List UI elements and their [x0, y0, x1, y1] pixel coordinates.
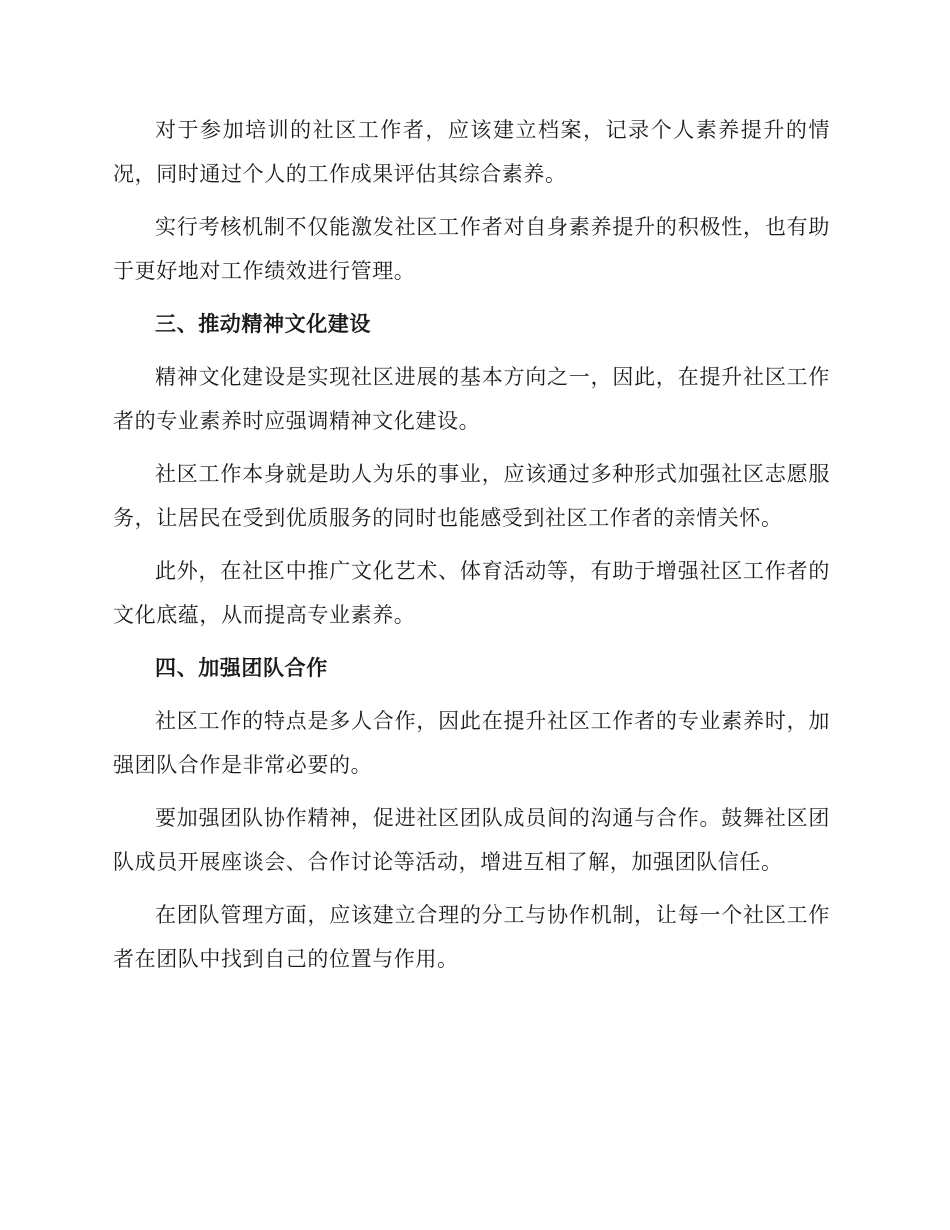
paragraph-spiritual-culture: 精神文化建设是实现社区进展的基本方向之一，因此，在提升社区工作者的专业素养时应强调精神文化建设。 [113, 365, 830, 433]
paragraph-teamwork-necessity: 社区工作的特点是多人合作，因此在提升社区工作者的专业素养时，加强团队合作是非常必要的。 [113, 709, 830, 777]
paragraph-culture-sports: 此外，在社区中推广文化艺术、体育活动等，有助于增强社区工作者的文化底蕴，从而提高专业素养。 [113, 559, 830, 627]
paragraph-archive-records: 对于参加培训的社区工作者，应该建立档案，记录个人素养提升的情况，同时通过个人的工作成果评估其综合素养。 [113, 118, 830, 186]
section-heading-spiritual-culture: 三、推动精神文化建设 [155, 312, 371, 336]
paragraph-team-management: 在团队管理方面，应该建立合理的分工与协作机制，让每一个社区工作者在团队中找到自己的位置与作用。 [113, 903, 830, 971]
paragraph-assessment-mechanism: 实行考核机制不仅能激发社区工作者对自身素养提升的积极性，也有助于更好地对工作绩效进行管理。 [113, 215, 830, 283]
section-heading-teamwork: 四、加强团队合作 [155, 656, 328, 680]
paragraph-team-communication: 要加强团队协作精神，促进社区团队成员间的沟通与合作。鼓舞社区团队成员开展座谈会、合作讨论等活动，增进互相了解，加强团队信任。 [113, 806, 830, 874]
paragraph-volunteer-service: 社区工作本身就是助人为乐的事业，应该通过多种形式加强社区志愿服务，让居民在受到优质服务的同时也能感受到社区工作者的亲情关怀。 [113, 462, 830, 530]
